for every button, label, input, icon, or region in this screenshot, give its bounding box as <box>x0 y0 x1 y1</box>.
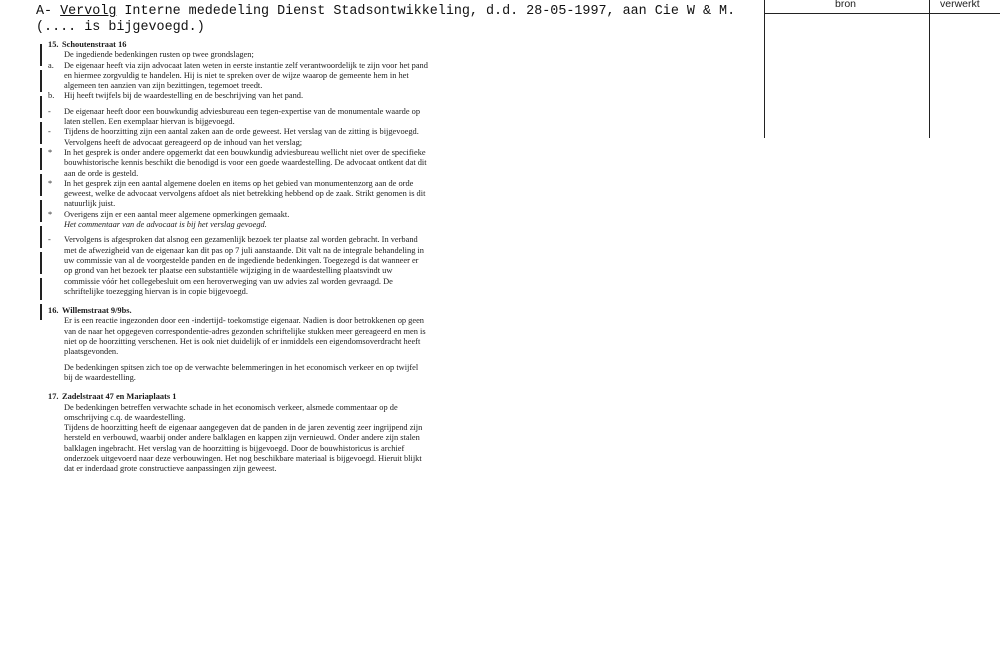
item-number: 17. <box>48 392 59 402</box>
stamp-label-bron: bron <box>835 0 857 10</box>
item-intro: De ingediende bedenkingen rusten op twee grondslagen; <box>64 50 254 60</box>
item-17 <box>48 392 428 474</box>
paragraph: Er is een reactie ingezonden door een -indertijd- toekomstige eigenaar. Nadien is door betrokkenen op geen van de naar het opgegeven correspondentie-adres gezonden schriftelijke stukken meer gereageerd en men is niet op de hoorzitting verschenen. Het is ook niet duidelijk of er inmiddels een eigendomsoverdracht heeft plaatsgevonden. <box>64 316 426 357</box>
list-item: - Vervolgens is afgesproken dat alsnog een gezamenlijk bezoek ter plaatse zal worden gebracht. In verband met de afwezigheid van de eigenaar kan dit pas op 7 juli aanstaande. Dit valt na de integrale behandeling in uw commissie van al de voorgestelde panden en de ingediende bedenkingen. Toegezegd is dat wanneer er op grond van het bezoek ter plaatse een substantiële wijziging in de waardestelling plaatsvindt uw commissie vóór het collegebesluit om een heroverweging van uw advies zal worden gevraagd. De schriftelijke toezegging hiervan is in copie bijgevoegd. <box>48 235 424 296</box>
stamp-label-verwerkt: verwerkt <box>940 0 980 10</box>
italic-note: Het commentaar van de advocaat is bij het verslag gevoegd. <box>64 220 267 230</box>
memo-header <box>36 4 735 36</box>
header-vervolg: Vervolg <box>60 4 117 19</box>
status-stamp-box <box>764 0 1000 138</box>
item-title: Zadelstraat 47 en Mariaplaats 1 <box>62 392 177 402</box>
list-item: a. De eigenaar heeft via zijn advocaat laten weten in eerste instantie zelf verantwoordelijk te zijn voor het pand en hiermee zorgvuldig te handelen. Hij is niet te spreken over de wijze waarop de gemeente hem in het algemeen ten aanzien van zijn bezittingen, tegemoet treedt. <box>48 60 428 91</box>
item-16 <box>48 306 428 383</box>
paragraph: De bedenkingen spitsen zich toe op de verwachte belemmeringen in het economisch verkeer en op twijfel bij de waardestelling. <box>64 362 419 382</box>
list-item: - Tijdens de hoorzitting zijn een aantal zaken aan de orde geweest. Het verslag van de zitting is bijgevoegd. Vervolgens heeft de advocaat gereageerd op de inhoud van het verslag; <box>48 127 419 147</box>
header-title: Interne mededeling Dienst Stadsontwikkeling, d.d. 28-05-1997, aan Cie W & M. <box>116 4 736 19</box>
margin-mark <box>40 44 42 320</box>
document-body <box>48 40 428 475</box>
header-prefix: A- <box>36 4 61 19</box>
item-number: 16. <box>48 306 59 316</box>
list-item: * In het gesprek zijn een aantal algemene doelen en items op het gebied van monumentenzorg aan de orde geweest, welke de advocaat vervolgens afdoet als niet betrekking hebbend op de zaak. Strikt genomen is dit natuurlijk juist. <box>48 178 426 209</box>
item-title: Willemstraat 9/9bs. <box>62 306 132 316</box>
header-line2: (.... is bijgevoegd.) <box>36 20 205 35</box>
stamp-divider <box>929 0 930 138</box>
item-number: 15. <box>48 40 59 49</box>
list-item: * Overigens zijn er een aantal meer algemene opmerkingen gemaakt. Het commentaar van de advocaat is bij het verslag gevoegd. <box>48 209 290 230</box>
list-item: - De eigenaar heeft door een bouwkundig adviesbureau een tegen-expertise van de monumentale waarde op laten stellen. Een exemplaar hiervan is bijgevoegd. <box>48 106 421 127</box>
list-item: b. Hij heeft twijfels bij de waardestelling en de beschrijving van het pand. <box>48 91 304 101</box>
item-15 <box>48 40 428 297</box>
paragraph: De bedenkingen betreffen verwachte schade in het economisch verkeer, alsmede commentaar op de omschrijving c.q. de waardestelling. <box>64 402 398 422</box>
item-title: Schoutenstraat 16 <box>62 40 127 49</box>
stamp-header-line <box>765 13 1000 14</box>
list-item: * In het gesprek is onder andere opgemerkt dat een bouwkundig adviesbureau wellicht niet over de specifieke bouwhistorische kennis beschikt die benodigd is voor een goede waardestelling. De advocaat ontkent dat dit aan de orde is gesteld. <box>48 147 427 178</box>
paragraph: Tijdens de hoorzitting heeft de eigenaar aangegeven dat de panden in de jaren zeventig zeer ingrijpend zijn hersteld en verbouwd, waarbij onder andere balklagen en kappen zijn vernieuwd. Onder andere zijn stalen balklagen ingebracht. Het verslag van de hoorzitting is bijgevoegd. Door de bouwhistoricus is archief onderzoek uitgevoerd naar deze verbouwingen. Het nog beschikbare materiaal is bijgevoegd. Hieruit blijkt dat er inderdaad grote constructieve aanpassingen zijn geweest. <box>64 423 423 474</box>
